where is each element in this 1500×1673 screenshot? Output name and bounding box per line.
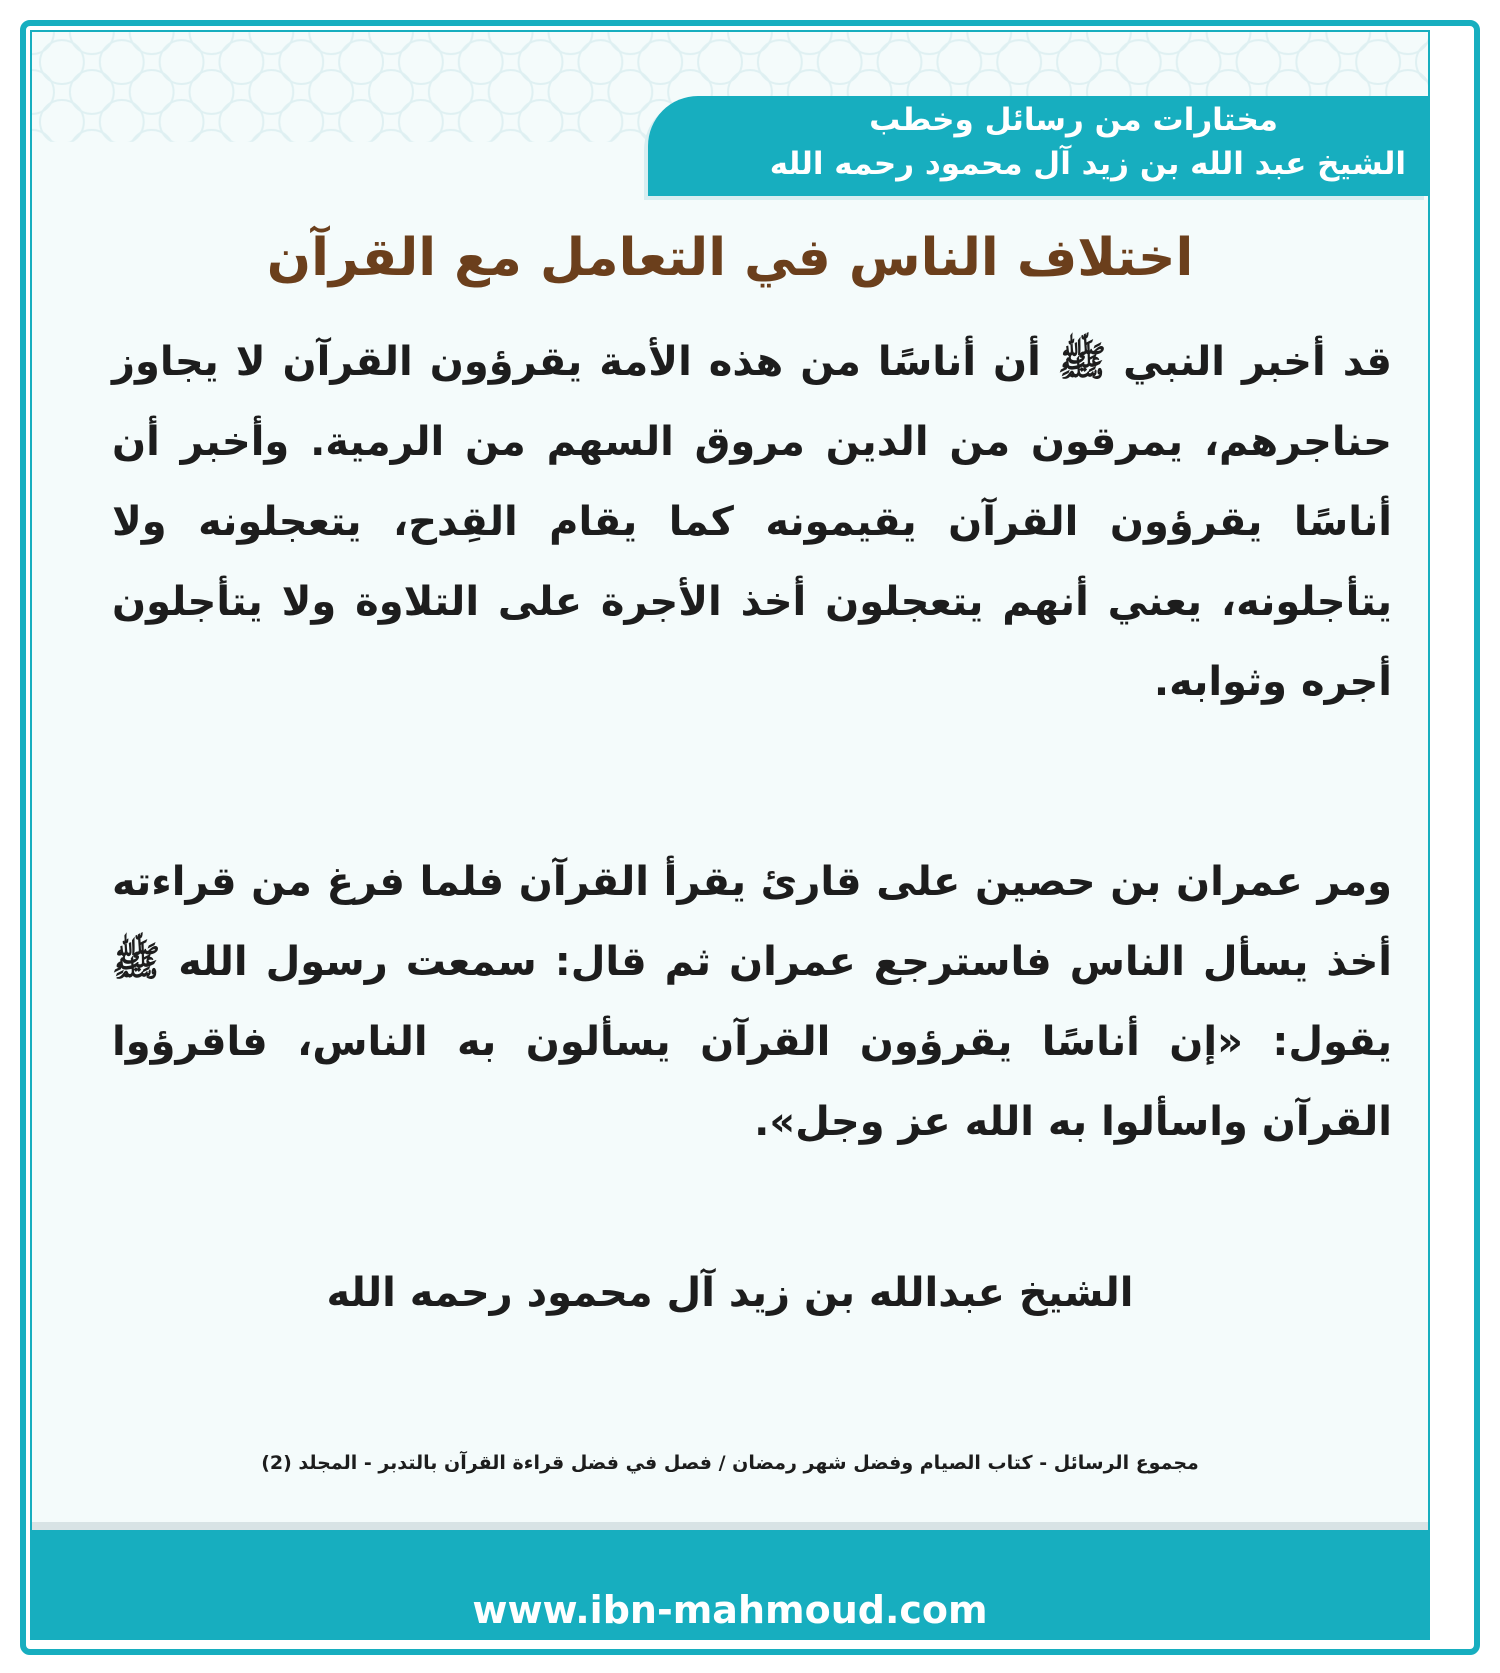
website-link[interactable]: www.ibn-mahmoud.com [472, 1588, 988, 1632]
signature: الشيخ عبدالله بن زيد آل محمود رحمه الله [326, 1270, 1134, 1316]
content-card [30, 30, 1430, 1580]
footer-divider [32, 1522, 1428, 1530]
footer-url-band [30, 1580, 1430, 1640]
header-band [648, 96, 1428, 196]
header-author: الشيخ عبد الله بن زيد آل محمود رحمه الله [769, 146, 1406, 182]
header-series-title: مختارات من رسائل وخطب [869, 102, 1278, 138]
paragraph-1: قد أخبر النبي ﷺ أن أناسًا من هذه الأمة يقرؤون القرآن لا يجاوز حناجرهم، يمرقون من الدين مروق السهم من الرمية. وأخبر أن أناسًا يقرؤون القرآن يقيمونه كما يقام القِدح، يتعجلونه ولا يتأجلونه، يعني أنهم يتعجلون أخذ الأجرة على التلاوة ولا يتأجلون أجره وثوابه. [112, 339, 1392, 705]
footer-band [32, 1530, 1428, 1580]
source-citation: مجموع الرسائل - كتاب الصيام وفضل شهر رمضان / فصل في فضل قراءة القرآن بالتدبر - المجلد (2) [261, 1452, 1199, 1474]
paragraph-2: ومر عمران بن حصين على قارئ يقرأ القرآن فلما فرغ من قراءته أخذ يسأل الناس فاسترجع عمران ثم قال: سمعت رسول الله ﷺ يقول: «إن أناسًا يقرؤون القرآن يسألون به الناس، فاقرؤوا القرآن واسألوا به الله عز وجل». [112, 859, 1392, 1145]
page-title: اختلاف الناس في التعامل مع القرآن [266, 228, 1194, 288]
